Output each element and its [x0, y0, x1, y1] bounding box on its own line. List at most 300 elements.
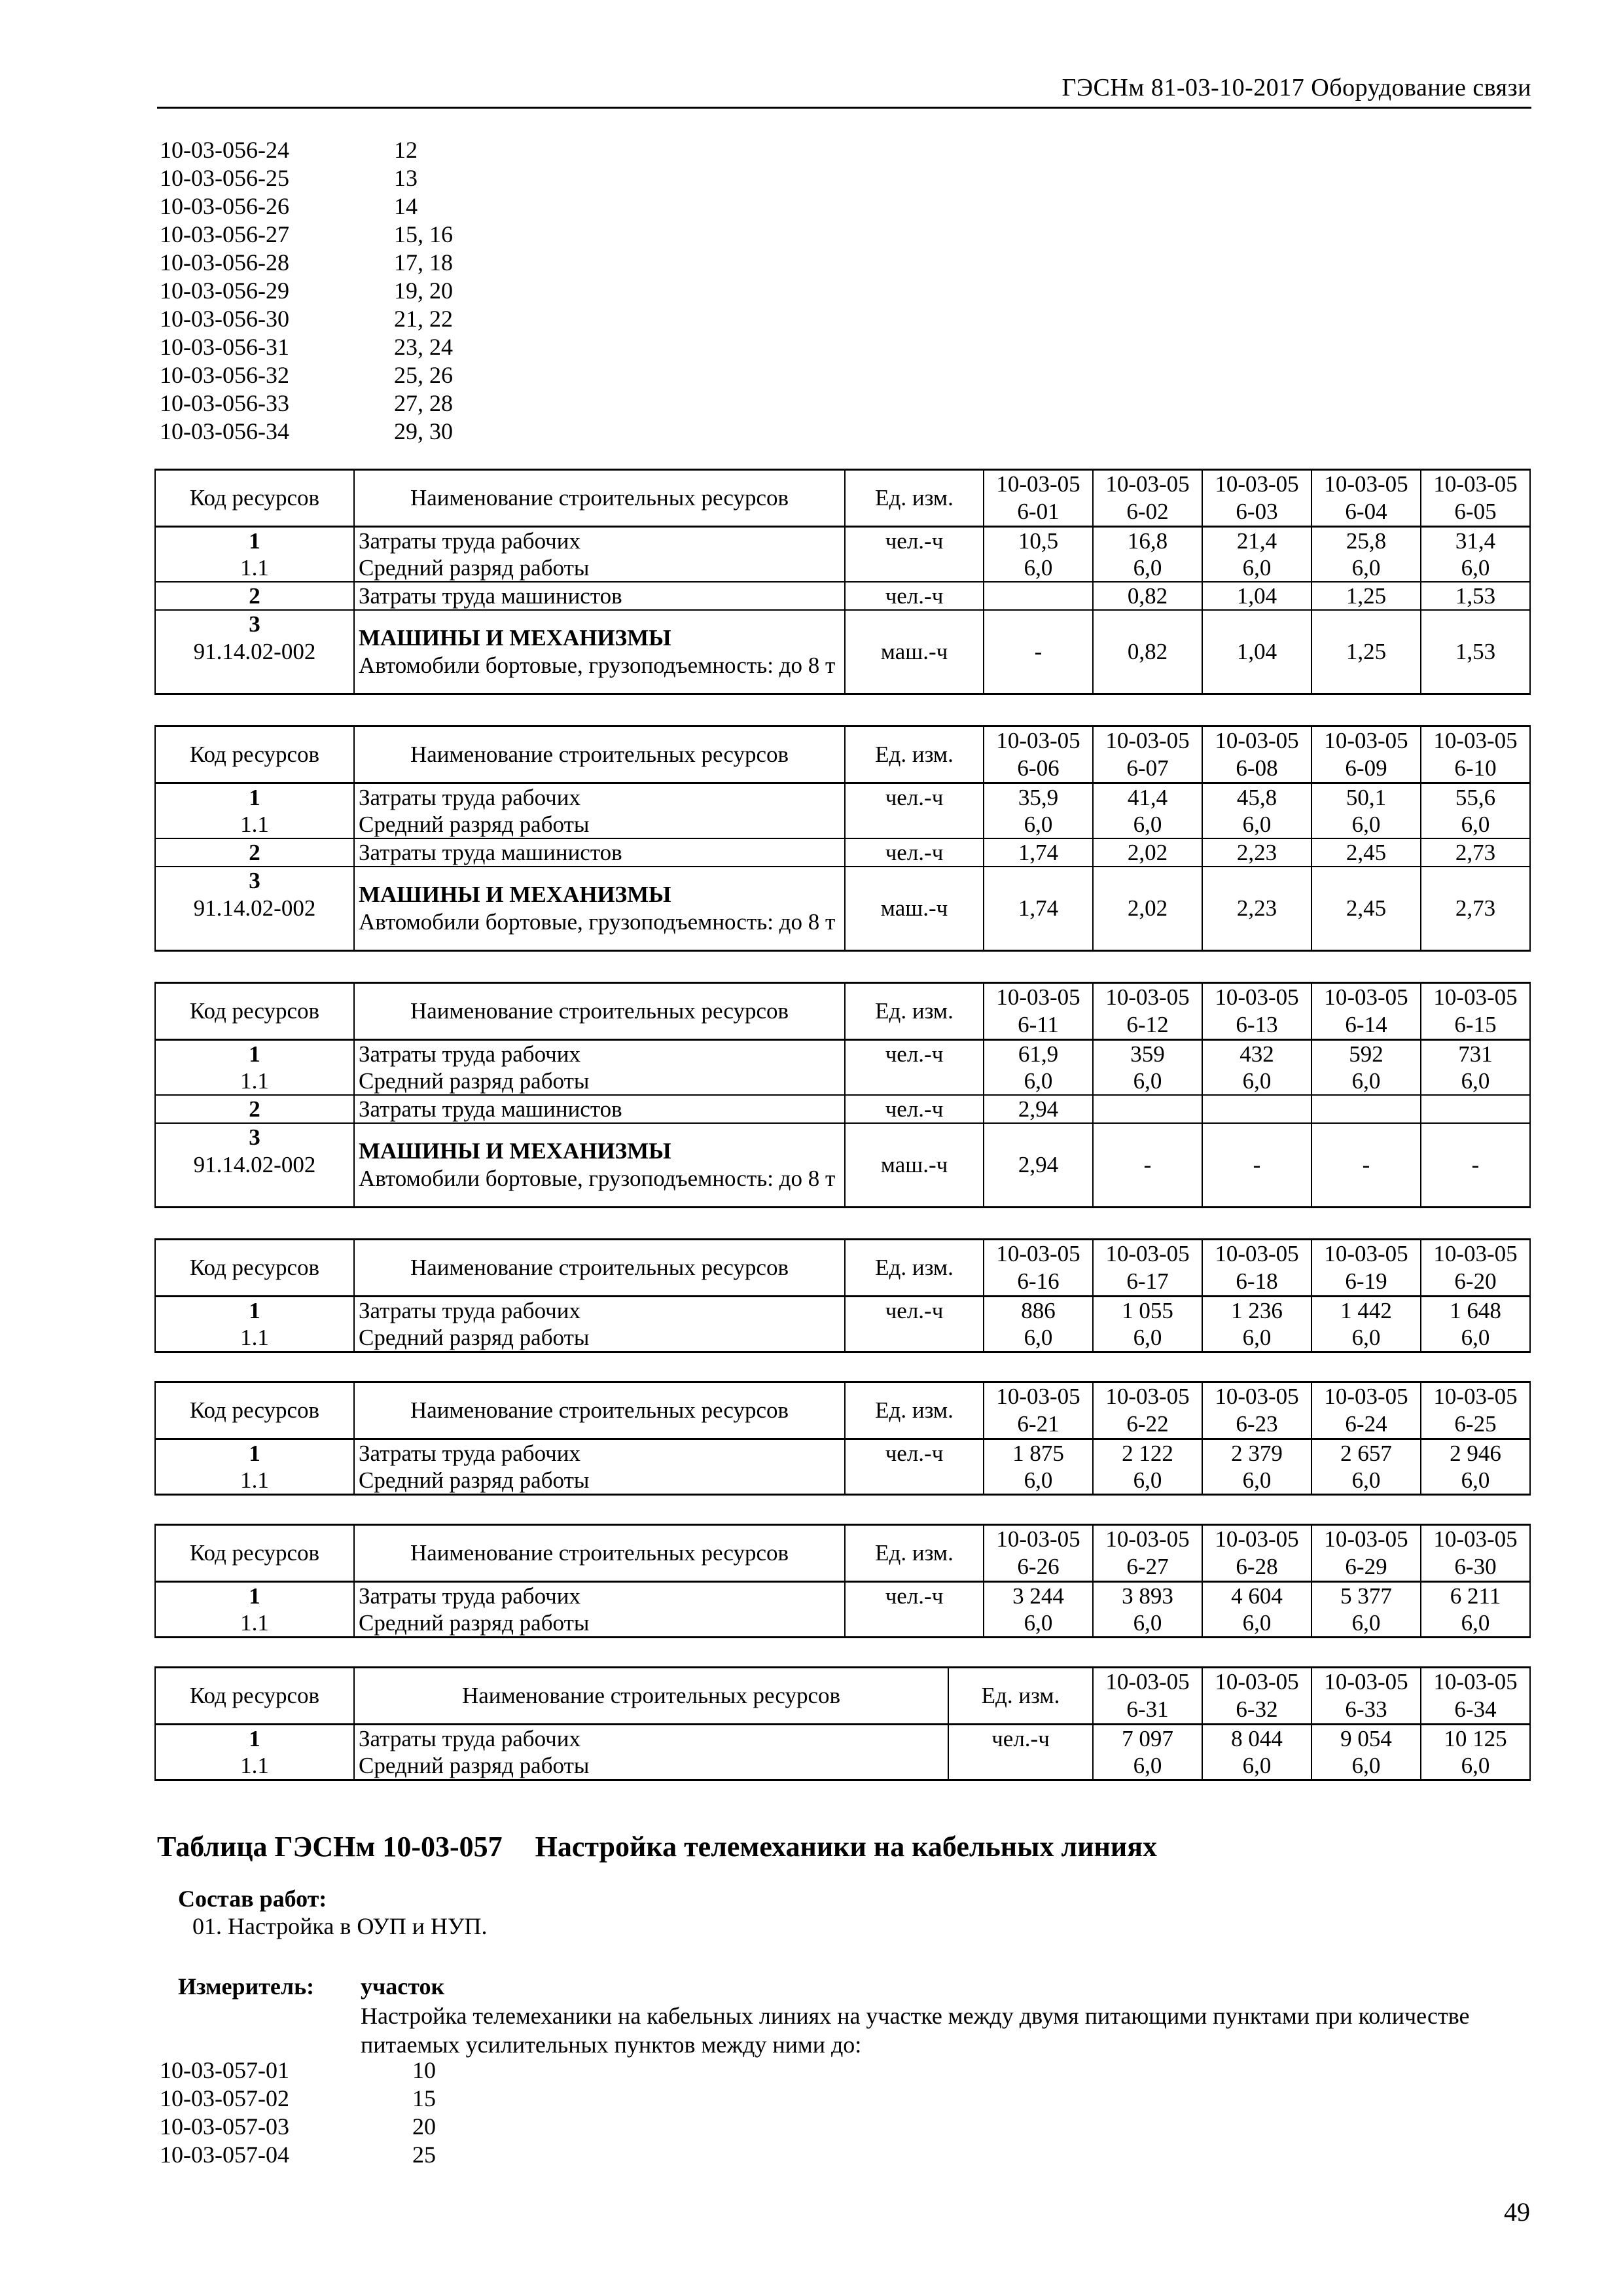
value-cell [984, 1123, 1093, 1208]
section-code: 3 [249, 868, 260, 893]
value-cell: 6,0 [984, 1467, 1093, 1495]
code-list-row [160, 277, 552, 305]
header-column-code [1093, 1668, 1202, 1725]
code-list-value: 13 [394, 164, 418, 191]
code-list-row [160, 249, 552, 277]
machine-value: 1,25 [1346, 639, 1387, 664]
header-column-code [1311, 1382, 1421, 1439]
resource-code: 1 [155, 1297, 354, 1325]
code-list-code: 10-03-056-29 [160, 277, 289, 304]
resource-unit: чел.-ч [948, 1725, 1093, 1753]
code-list-code: 10-03-057-02 [160, 2085, 289, 2111]
header-column-code [984, 1382, 1093, 1439]
section-code: 3 [249, 611, 260, 637]
table-header-row [155, 470, 1530, 527]
table-row [155, 1752, 1530, 1780]
header-column-code [1202, 1240, 1311, 1297]
spacer [1316, 611, 1416, 638]
resource-name [354, 1123, 845, 1208]
machine-value: 2,02 [1127, 895, 1168, 921]
machine-name: Автомобили бортовые, грузоподъемность: до 8 т [359, 653, 836, 678]
resource-code: 1.1 [155, 811, 354, 838]
header-name: Наименование строительных ресурсов [354, 983, 845, 1040]
resource-unit: чел.-ч [845, 838, 984, 867]
value-cell: 16,8 [1093, 527, 1202, 555]
header-column-code [1202, 983, 1311, 1040]
code-list-row [160, 2085, 552, 2113]
code-list-code: 10-03-056-33 [160, 389, 289, 416]
spacer [849, 867, 979, 895]
code-list-row [160, 361, 552, 389]
resource-table [154, 982, 1531, 1208]
value-cell [1093, 1095, 1202, 1123]
machine-value: - [1362, 1152, 1370, 1177]
spacer [849, 1124, 979, 1151]
code-list-code: 10-03-056-31 [160, 333, 289, 360]
value-cell [984, 582, 1093, 610]
column-code-text: 10-03-056-33 [1324, 1669, 1408, 1722]
value-cell [984, 610, 1093, 694]
value-cell: 359 [1093, 1040, 1202, 1068]
spacer [1425, 666, 1525, 693]
header-code: Код ресурсов [155, 1668, 354, 1725]
resource-table [154, 1238, 1531, 1353]
header-column-code [1421, 470, 1530, 527]
spacer [1316, 922, 1416, 950]
value-cell: 45,8 [1202, 783, 1311, 812]
code-list-value: 19, 20 [394, 277, 453, 304]
spacer [1316, 1124, 1416, 1151]
value-cell: 6,0 [984, 1067, 1093, 1095]
table-header-row [155, 1525, 1530, 1582]
value-cell: 1,04 [1202, 582, 1311, 610]
resource-name: Средний разряд работы [354, 1067, 845, 1095]
machine-value: 2,94 [1018, 1152, 1059, 1177]
code-list-code: 10-03-056-26 [160, 192, 289, 219]
header-code: Код ресурсов [155, 983, 354, 1040]
spacer [1207, 611, 1307, 638]
value-cell: 6,0 [1421, 1067, 1530, 1095]
work-composition-item: 01. Настройка в ОУП и НУП. [192, 1913, 488, 1939]
spacer [1316, 1179, 1416, 1206]
machine-value: - [1143, 1152, 1152, 1177]
header-column-code [1421, 1382, 1530, 1439]
code-list-code: 10-03-056-30 [160, 305, 289, 332]
code-list-row [160, 333, 552, 361]
column-code-text: 10-03-056-11 [996, 984, 1080, 1037]
value-cell [1311, 610, 1421, 694]
spacer [1097, 666, 1198, 693]
column-code-text: 10-03-056-13 [1215, 984, 1299, 1037]
machine-value: 1,74 [1018, 895, 1059, 921]
resource-unit: чел.-ч [845, 1297, 984, 1325]
value-cell: 6,0 [1202, 1752, 1311, 1780]
code-list-row [160, 164, 552, 192]
value-cell: 1 875 [984, 1439, 1093, 1467]
value-cell [1202, 1095, 1311, 1123]
measure-label: Измеритель: [178, 1973, 315, 2000]
resource-unit [845, 1324, 984, 1352]
header-column-code [1093, 1240, 1202, 1297]
spacer [1316, 867, 1416, 895]
value-cell: 6,0 [1421, 1752, 1530, 1780]
spacer [988, 867, 1088, 895]
machine-value: 2,45 [1346, 895, 1387, 921]
spacer [1207, 666, 1307, 693]
resource-name: Затраты труда рабочих [354, 1297, 845, 1325]
value-cell: 1,25 [1311, 582, 1421, 610]
header-unit: Ед. изм. [845, 1382, 984, 1439]
column-code-text: 10-03-056-17 [1105, 1241, 1190, 1294]
code-list-top [160, 136, 552, 446]
table-row [155, 838, 1530, 867]
column-code-text: 10-03-056-26 [996, 1526, 1080, 1579]
header-column-code [1202, 1668, 1311, 1725]
resource-unit [845, 610, 984, 694]
table-header-row [155, 983, 1530, 1040]
table-row [155, 1067, 1530, 1095]
header-column-code [1421, 983, 1530, 1040]
resource-unit: чел.-ч [845, 527, 984, 555]
machine-value: 0,82 [1127, 639, 1168, 664]
resource-code [155, 1123, 354, 1208]
table-row [155, 1439, 1530, 1467]
code-list-bottom [160, 2056, 552, 2169]
resource-unit [845, 1609, 984, 1638]
table-row [155, 1609, 1530, 1638]
value-cell: 6,0 [1421, 554, 1530, 582]
code-list-row [160, 2113, 552, 2141]
value-cell: 6,0 [1093, 1467, 1202, 1495]
spacer [160, 922, 349, 950]
column-code-text: 10-03-056-10 [1433, 728, 1518, 781]
value-cell: 6,0 [1093, 1752, 1202, 1780]
value-cell [1093, 610, 1202, 694]
column-code-text: 10-03-056-14 [1324, 984, 1408, 1037]
table-row [155, 582, 1530, 610]
table-row [155, 1467, 1530, 1495]
value-cell [1421, 1095, 1530, 1123]
code-list-code: 10-03-056-27 [160, 221, 289, 247]
header-column-code [984, 470, 1093, 527]
code-list-value: 29, 30 [394, 418, 453, 444]
header-column-code [1202, 470, 1311, 527]
code-list-row [160, 221, 552, 249]
machine-code: 91.14.02-002 [193, 1152, 316, 1177]
spacer [1425, 1179, 1525, 1206]
header-column-code [1093, 1525, 1202, 1582]
resource-name: Средний разряд работы [354, 1324, 845, 1352]
measure-description: Настройка телемеханики на кабельных линиях на участке между двумя питающими пунктами при количестве питаемых усилительных пунктов между ними до: [361, 2003, 1470, 2058]
resource-name: Средний разряд работы [354, 1467, 845, 1495]
spacer [1207, 922, 1307, 950]
value-cell: 1 236 [1202, 1297, 1311, 1325]
section-title: МАШИНЫ И МЕХАНИЗМЫ [359, 625, 671, 651]
resource-code: 1.1 [155, 1324, 354, 1352]
column-code-text: 10-03-056-12 [1105, 984, 1190, 1037]
code-list-code: 10-03-056-34 [160, 418, 289, 444]
resource-table [154, 725, 1531, 952]
value-cell [984, 867, 1093, 951]
value-cell: 3 244 [984, 1582, 1093, 1610]
work-composition-label: Состав работ: [178, 1886, 327, 1912]
value-cell: 10 125 [1421, 1725, 1530, 1753]
header-name: Наименование строительных ресурсов [354, 1525, 845, 1582]
header-rule [157, 107, 1531, 109]
code-list-value: 15 [412, 2085, 436, 2111]
header-code: Код ресурсов [155, 1525, 354, 1582]
value-cell [1421, 1123, 1530, 1208]
header-column-code [1421, 726, 1530, 783]
resource-unit: чел.-ч [845, 783, 984, 812]
value-cell [1093, 867, 1202, 951]
resource-code: 2 [155, 838, 354, 867]
code-list-value: 25 [412, 2141, 436, 2168]
value-cell: 6,0 [1311, 554, 1421, 582]
value-cell [1421, 867, 1530, 951]
resource-code: 2 [155, 1095, 354, 1123]
machine-unit: маш.-ч [880, 1152, 948, 1177]
resource-unit [845, 811, 984, 838]
page-header-title: ГЭСНм 81-03-10-2017 Оборудование связи [1061, 74, 1531, 101]
value-cell [1421, 610, 1530, 694]
spacer [1425, 1124, 1525, 1151]
resource-unit [845, 1123, 984, 1208]
resource-unit: чел.-ч [845, 1439, 984, 1467]
table-row [155, 554, 1530, 582]
value-cell: 2,02 [1093, 838, 1202, 867]
column-code-text: 10-03-056-02 [1105, 471, 1190, 524]
value-cell: 55,6 [1421, 783, 1530, 812]
code-list-row [160, 389, 552, 418]
spacer [160, 1179, 349, 1206]
value-cell [1311, 1123, 1421, 1208]
spacer [1097, 867, 1198, 895]
machine-value: - [1253, 1152, 1261, 1177]
code-list-code: 10-03-056-25 [160, 164, 289, 191]
header-column-code [1093, 726, 1202, 783]
resource-name: Затраты труда рабочих [354, 1439, 845, 1467]
code-list-value: 17, 18 [394, 249, 453, 276]
spacer [849, 922, 979, 950]
spacer [1425, 611, 1525, 638]
resource-unit: чел.-ч [845, 1095, 984, 1123]
value-cell: 886 [984, 1297, 1093, 1325]
resource-name: Затраты труда рабочих [354, 1040, 845, 1068]
resource-name: Средний разряд работы [354, 811, 845, 838]
code-list-code: 10-03-057-03 [160, 2113, 289, 2140]
table-row [155, 1040, 1530, 1068]
value-cell: 6,0 [1421, 811, 1530, 838]
column-code-text: 10-03-056-29 [1324, 1526, 1408, 1579]
code-list-value: 25, 26 [394, 361, 453, 388]
header-column-code [1311, 1240, 1421, 1297]
column-code-text: 10-03-056-23 [1215, 1384, 1299, 1437]
column-code-text: 10-03-056-27 [1105, 1526, 1190, 1579]
machine-unit: маш.-ч [880, 895, 948, 921]
value-cell: 6,0 [1202, 1609, 1311, 1638]
resource-unit [845, 1467, 984, 1495]
header-column-code [1421, 1240, 1530, 1297]
column-code-text: 10-03-056-05 [1433, 471, 1518, 524]
value-cell: 0,82 [1093, 582, 1202, 610]
code-list-value: 27, 28 [394, 389, 453, 416]
header-unit: Ед. изм. [845, 1240, 984, 1297]
value-cell [1311, 867, 1421, 951]
value-cell: 6,0 [1202, 554, 1311, 582]
machine-value: 2,73 [1455, 895, 1496, 921]
code-list-value: 21, 22 [394, 305, 453, 332]
code-list-row [160, 136, 552, 164]
value-cell: 25,8 [1311, 527, 1421, 555]
code-list-code: 10-03-056-32 [160, 361, 289, 388]
spacer [849, 1179, 979, 1206]
header-name: Наименование строительных ресурсов [354, 470, 845, 527]
column-code-text: 10-03-056-18 [1215, 1241, 1299, 1294]
header-column-code [1311, 470, 1421, 527]
value-cell: 6,0 [1311, 1067, 1421, 1095]
header-name: Наименование строительных ресурсов [354, 1382, 845, 1439]
table-row [155, 783, 1530, 812]
column-code-text: 10-03-056-19 [1324, 1241, 1408, 1294]
resource-unit [948, 1752, 1093, 1780]
spacer [1097, 611, 1198, 638]
spacer [1097, 1179, 1198, 1206]
section-title: МАШИНЫ И МЕХАНИЗМЫ [359, 1138, 671, 1164]
value-cell: 5 377 [1311, 1582, 1421, 1610]
value-cell: 6,0 [1093, 1609, 1202, 1638]
column-code-text: 10-03-056-22 [1105, 1384, 1190, 1437]
resource-code [155, 867, 354, 951]
table-header-row [155, 1240, 1530, 1297]
resource-name [354, 867, 845, 951]
table-row [155, 867, 1530, 951]
resource-code: 1 [155, 1725, 354, 1753]
resource-unit [845, 867, 984, 951]
spacer [1097, 1124, 1198, 1151]
resource-name [354, 610, 845, 694]
resource-unit [845, 1067, 984, 1095]
value-cell: 2,23 [1202, 838, 1311, 867]
header-unit: Ед. изм. [845, 726, 984, 783]
spacer [1097, 922, 1198, 950]
value-cell: 6,0 [1093, 1324, 1202, 1352]
spacer [1425, 867, 1525, 895]
spacer [1207, 867, 1307, 895]
value-cell: 6,0 [1202, 1324, 1311, 1352]
code-list-code: 10-03-057-01 [160, 2056, 289, 2083]
column-code-text: 10-03-056-25 [1433, 1384, 1518, 1437]
code-list-code: 10-03-057-04 [160, 2141, 289, 2168]
value-cell: 21,4 [1202, 527, 1311, 555]
header-column-code [1202, 1382, 1311, 1439]
value-cell: 35,9 [984, 783, 1093, 812]
code-list-row [160, 192, 552, 221]
header-column-code [1202, 726, 1311, 783]
section-title: МАШИНЫ И МЕХАНИЗМЫ [359, 882, 671, 907]
value-cell: 6,0 [984, 1324, 1093, 1352]
value-cell: 7 097 [1093, 1725, 1202, 1753]
resource-name: Затраты труда рабочих [354, 527, 845, 555]
table-row [155, 1297, 1530, 1325]
spacer [988, 666, 1088, 693]
machine-name: Автомобили бортовые, грузоподъемность: до 8 т [359, 1166, 836, 1191]
table-header-row [155, 1668, 1530, 1725]
spacer [988, 922, 1088, 950]
machine-value: 1,04 [1236, 639, 1277, 664]
value-cell: 1 055 [1093, 1297, 1202, 1325]
measure-unit: участок [361, 1973, 445, 2000]
header-column-code [1093, 1382, 1202, 1439]
spacer [1425, 922, 1525, 950]
header-unit: Ед. изм. [948, 1668, 1093, 1725]
column-code-text: 10-03-056-28 [1215, 1526, 1299, 1579]
value-cell: 61,9 [984, 1040, 1093, 1068]
header-unit: Ед. изм. [845, 1525, 984, 1582]
table-heading [157, 1830, 1157, 1865]
resource-unit: чел.-ч [845, 582, 984, 610]
value-cell: 6,0 [1421, 1609, 1530, 1638]
value-cell: 2,45 [1311, 838, 1421, 867]
value-cell: 2 657 [1311, 1439, 1421, 1467]
value-cell: 9 054 [1311, 1725, 1421, 1753]
spacer [988, 1179, 1088, 1206]
spacer [1207, 1179, 1307, 1206]
value-cell [1202, 610, 1311, 694]
table-row [155, 1582, 1530, 1610]
value-cell: 6,0 [1202, 1067, 1311, 1095]
spacer [1207, 1124, 1307, 1151]
resource-code: 1 [155, 1582, 354, 1610]
machine-value: 1,53 [1455, 639, 1496, 664]
spacer [849, 611, 979, 638]
machine-value: - [1034, 639, 1043, 664]
value-cell: 1 648 [1421, 1297, 1530, 1325]
value-cell: 2 379 [1202, 1439, 1311, 1467]
code-list-value: 15, 16 [394, 221, 453, 247]
machine-code: 91.14.02-002 [193, 639, 316, 664]
header-unit: Ед. изм. [845, 470, 984, 527]
value-cell [1093, 1123, 1202, 1208]
header-column-code [1093, 983, 1202, 1040]
header-name: Наименование строительных ресурсов [354, 726, 845, 783]
header-column-code [984, 1240, 1093, 1297]
resource-code: 1 [155, 527, 354, 555]
header-code: Код ресурсов [155, 1382, 354, 1439]
machine-code: 91.14.02-002 [193, 895, 316, 921]
code-list-value: 20 [412, 2113, 436, 2140]
code-list-row [160, 2056, 552, 2085]
resource-name: Затраты труда машинистов [354, 838, 845, 867]
code-list-row [160, 2141, 552, 2169]
column-code-text: 10-03-056-06 [996, 728, 1080, 781]
column-code-text: 10-03-056-32 [1215, 1669, 1299, 1722]
header-column-code [1421, 1525, 1530, 1582]
resource-name: Затраты труда машинистов [354, 1095, 845, 1123]
table-header-row [155, 726, 1530, 783]
resource-name: Затраты труда машинистов [354, 582, 845, 610]
value-cell: 6,0 [1093, 811, 1202, 838]
header-code: Код ресурсов [155, 1240, 354, 1297]
code-list-value: 14 [394, 192, 418, 219]
value-cell: 50,1 [1311, 783, 1421, 812]
value-cell: 1,53 [1421, 582, 1530, 610]
value-cell [1202, 867, 1311, 951]
value-cell: 31,4 [1421, 527, 1530, 555]
column-code-text: 10-03-056-24 [1324, 1384, 1408, 1437]
resource-name: Средний разряд работы [354, 554, 845, 582]
spacer [1316, 666, 1416, 693]
